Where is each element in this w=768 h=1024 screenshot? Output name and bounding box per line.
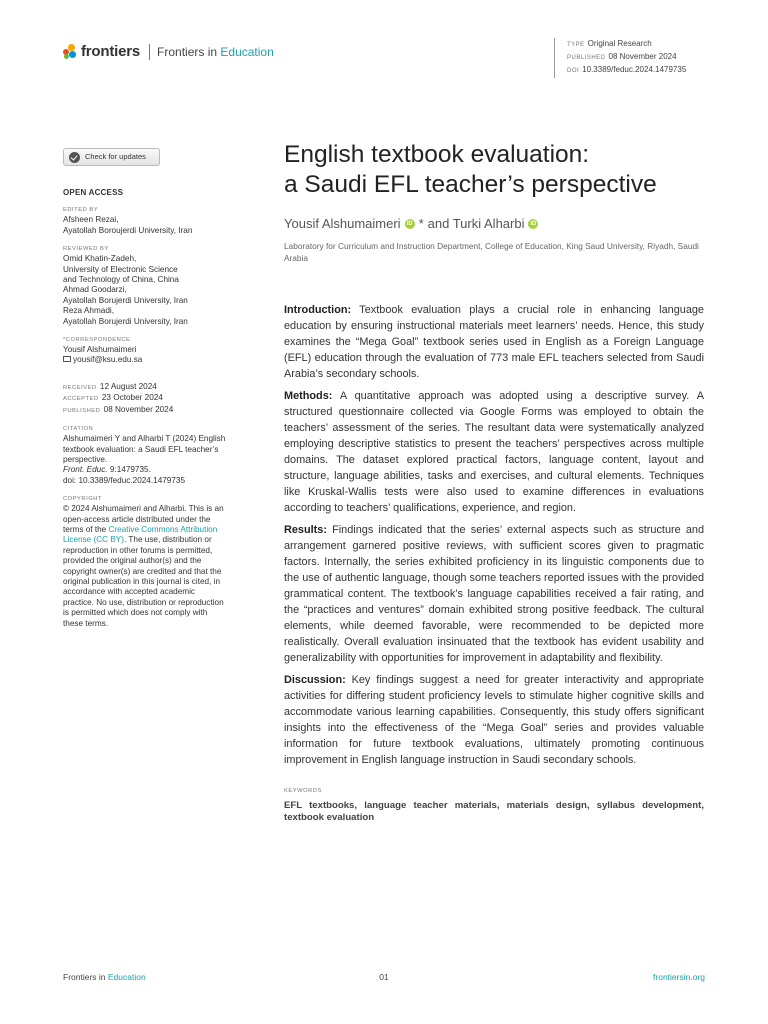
reviewed-by: Omid Khatin-Zadeh, University of Electronic Science and Technology of China, China Ahmad Goodarzi, Ayatollah Borujerdi University, Iran Reza Ahmadi, Ayatollah Borujerdi University, Iran <box>63 254 188 326</box>
orcid-icon[interactable]: iD <box>530 220 537 227</box>
keywords-label: KEYWORDS <box>284 788 322 794</box>
abstract-results: Results: Findings indicated that the series’ external aspects such as structure and arrangement garnered positive reviews, with sufficient scores given to pragmatic factors. Internally, the series exhibited proficiency in its linguistic components due to the use of authentic language, though some teachers reported issues with the provided grammatical content. The textbook’s language capabilities received a fair rating, and the “practices and ventures” domain exhibited strong positive feedback. The cultural elements, while deemed favorable, were recommended to be depicted more realistically. Overall evaluation insinuated that the textbook has evident usability and generalizability with opportunities for improvement in adaptability and flexibility. <box>284 524 704 664</box>
mail-icon <box>63 356 71 362</box>
frontiers-logo-icon <box>63 44 77 60</box>
citation-label: CITATION <box>63 426 94 433</box>
accepted-date: ACCEPTED 23 October 2024 <box>63 393 163 403</box>
logo-divider <box>149 44 150 60</box>
author-name[interactable]: Yousif Alshumaimeri <box>284 216 401 231</box>
edited-by-label: EDITED BY <box>63 207 99 214</box>
correspondence-mark: * <box>418 216 424 231</box>
footer-journal[interactable]: Frontiers in Education <box>63 972 146 982</box>
abstract <box>284 302 704 768</box>
correspondence-name: Yousif Alshumaimeri <box>63 345 137 355</box>
check-updates-icon <box>69 152 80 163</box>
sidebar <box>63 148 253 629</box>
abstract-methods: Methods: A quantitative approach was adopted using a descriptive survey. A structured questionnaire collected via Google Forms was employed to obtain the teachers’ assessment of the series. The resultant data were systematically analyzed employing descriptive statistics to present the teachers’ perspectives across multiple domains. The dataset explored practical factors, language content, layout and structure, language abilities, tasks and exercises, and cultural elements. Techniques like Kruskal-Wallis tests were also used to examine differences in evaluations according to teachers’ qualifications, experience, and region. <box>284 390 704 514</box>
author-name[interactable]: and Turki Alharbi <box>427 216 525 231</box>
article-meta <box>554 38 686 78</box>
frontiers-logo[interactable] <box>63 43 274 60</box>
copyright-label: COPYRIGHT <box>63 496 102 503</box>
article-main <box>284 140 704 824</box>
received-date: RECEIVED 12 August 2024 <box>63 381 157 391</box>
article-type: TYPE Original Research <box>567 39 652 48</box>
abstract-introduction: Introduction: Textbook evaluation plays a crucial role in enhancing language education by ensuring instructional materials meet learners’ needs. Hence, this study examines the “Mega Goal” textbook series used in English as a Foreign Language (EFL) education through the evaluation of 773 male EFL teachers selected from Saudi Arabia’s secondary schools. <box>284 304 704 380</box>
cc-by-license-link[interactable]: Creative Commons Attribution License (CC BY) <box>63 524 218 545</box>
edited-by: Afsheen Rezai, Ayatollah Boroujerdi University, Iran <box>63 215 193 235</box>
keywords: EFL textbooks, language teacher materials, materials design, syllabus development, textbook evaluation <box>284 800 704 823</box>
affiliation: Laboratory for Curriculum and Instruction Department, College of Education, King Saud University, Riyadh, Saudi Arabia <box>284 241 699 263</box>
orcid-icon[interactable]: iD <box>406 220 413 227</box>
correspondence-email[interactable]: yousif@ksu.edu.sa <box>73 355 143 365</box>
correspondence-label: *CORRESPONDENCE <box>63 337 131 344</box>
correspondence-email-row[interactable] <box>63 355 253 365</box>
footer-site-link[interactable]: frontiersin.org <box>653 972 705 982</box>
abstract-discussion: Discussion: Key findings suggest a need for greater interactivity and appropriate activities for differing student proficiency levels to stimulate higher cognitive skills and accommodate various learning capabilities. Consequently, this study offers significant insights into the effectiveness of the “Mega Goal” series and provides valuable information for future textbook evaluations, ultimately promoting continuous improvement in English language instruction in Saudi secondary schools. <box>284 674 704 766</box>
publish-date: PUBLISHED 08 November 2024 <box>567 52 677 61</box>
check-for-updates-button[interactable] <box>63 148 160 166</box>
citation: Alshumaimeri Y and Alharbi T (2024) English textbook evaluation: a Saudi EFL teacher’s perspective. Front. Educ. 9:1479735. doi: 10.3389/feduc.2024.1479735 <box>63 434 226 485</box>
page-number: 01 <box>379 972 389 982</box>
article-title: English textbook evaluation: a Saudi EFL teacher’s perspective <box>284 141 657 198</box>
logo-wordmark: frontiers <box>81 43 141 60</box>
journal-name: Frontiers in Education <box>157 44 274 59</box>
article-dates <box>63 382 253 416</box>
doi[interactable]: DOI 10.3389/feduc.2024.1479735 <box>567 65 687 74</box>
copyright-text: © 2024 Alshumaimeri and Alharbi. This is an open-access article distributed under the terms of the Creative Commons Attribution License (CC BY). The use, distribution or reproduction in other forums is permitted, provided the original author(s) and the copyright owner(s) are credited and that the original publication in this journal is cited, in accordance with accepted academic practice. No use, distribution or reproduction is permitted which does not comply with these terms. <box>63 504 224 628</box>
check-updates-label: Check for updates <box>85 151 146 161</box>
reviewed-by-label: REVIEWED BY <box>63 246 109 253</box>
open-access-label: OPEN ACCESS <box>63 188 124 197</box>
author-list <box>284 216 704 231</box>
published-date: PUBLISHED 08 November 2024 <box>63 404 174 414</box>
page-header <box>63 38 705 78</box>
